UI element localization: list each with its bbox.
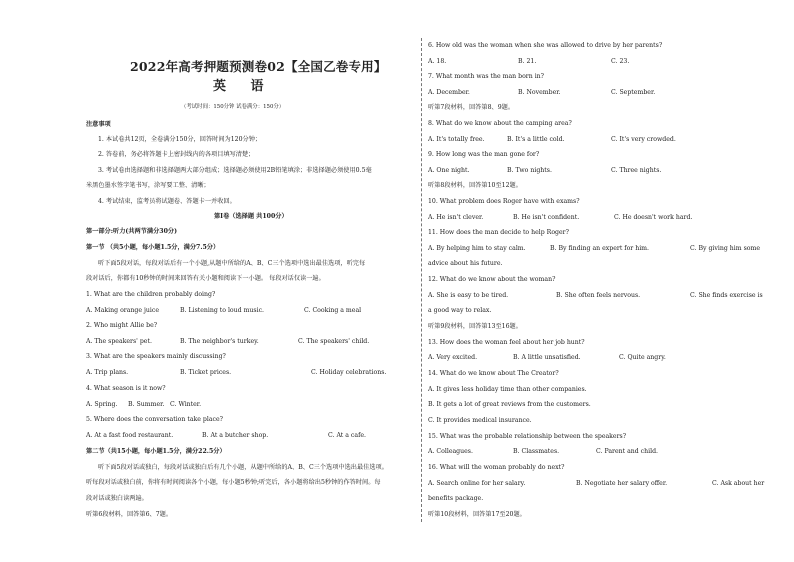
option: C. September. xyxy=(611,89,656,96)
option: C. Quite angry. xyxy=(619,354,666,361)
option: C. It provides medical insurance. xyxy=(428,417,532,424)
material-heading: 听第10段材料，回答第17至20题。 xyxy=(428,511,526,518)
option-continued: benefits package. xyxy=(428,495,484,502)
subject-title: 英 语 xyxy=(213,79,274,94)
exam-time-note: （考试时间：150分钟 试卷满分：150分） xyxy=(181,104,285,110)
question: 7. What month was the man born in? xyxy=(428,73,544,80)
option: A. Making orange juice xyxy=(86,307,160,314)
directions: 段对话后，你都有10秒钟的时间来回答有关小题和阅读下一小题。 每段对话仅读一遍。 xyxy=(86,275,325,282)
option: B. Classmates. xyxy=(513,448,560,455)
question: 13. How does the woman feel about her job hunt? xyxy=(428,339,585,346)
question: 2. Who might Allie be? xyxy=(86,322,158,329)
question: 15. What was the probable relationship between the speakers? xyxy=(428,433,627,440)
option: C. At a cafe. xyxy=(328,432,366,439)
option: A. Spring. xyxy=(86,401,118,408)
question: 8. What do we know about the camping area? xyxy=(428,120,572,127)
option: A. December. xyxy=(428,89,470,96)
option: C. 23. xyxy=(611,58,630,65)
question: 5. Where does the conversation take place? xyxy=(86,416,223,423)
option: B. A little unsatisfied. xyxy=(513,354,581,361)
option: C. Parent and child. xyxy=(596,448,659,455)
question: 12. What do we know about the woman? xyxy=(428,276,556,283)
option: B. November. xyxy=(518,89,561,96)
question: 9. How long was the man gone for? xyxy=(428,151,540,158)
option: A. 18. xyxy=(428,58,447,65)
option: B. Two nights. xyxy=(507,167,552,174)
option: A. It gives less holiday time than other companies. xyxy=(428,386,587,393)
option: A. Trip plans. xyxy=(86,369,129,376)
option: C. Cooking a meal xyxy=(304,307,362,314)
option: B. Listening to loud music. xyxy=(180,307,265,314)
question: 16. What will the woman probably do next? xyxy=(428,464,565,471)
material-heading: 听第6段材料，回答第6、7题。 xyxy=(86,511,173,518)
notice-heading: 注意事项 xyxy=(86,121,111,128)
option: B. Negotiate her salary offer. xyxy=(576,480,668,487)
directions: 听下面5段对话，每段对话后有一个小题,从题中所给的A、B、C三个选项中选出最佳选项，听完每 xyxy=(98,260,366,267)
question: 10. What problem does Roger have with exams? xyxy=(428,198,580,205)
directions: 听下面5段对话或独白，每段对话或独白后有几个小题，从题中所给的A、B、C三个选项中选出最佳选项。 xyxy=(98,464,388,471)
option: B. Summer. xyxy=(128,401,165,408)
option: B. It gets a lot of great reviews from the customers. xyxy=(428,401,591,408)
option: B. The neighbor's turkey. xyxy=(180,338,259,345)
directions: 段对话或独白读两遍。 xyxy=(86,495,148,502)
exam-title: 2022年高考押题预测卷02【全国乙卷专用】 xyxy=(130,59,387,74)
option: A. Colleagues. xyxy=(428,448,473,455)
option: C. Ask about her xyxy=(712,480,765,487)
option: A. By helping him to stay calm. xyxy=(428,245,526,252)
question: 1. What are the children probably doing? xyxy=(86,291,216,298)
option: A. One night. xyxy=(428,167,470,174)
material-heading: 听第9段材料，回答第13至16题。 xyxy=(428,323,522,330)
notice-item: 4. 考试结束，监考员将试题卷、答题卡一并收回。 xyxy=(98,198,236,205)
option-continued: advice about his future. xyxy=(428,260,503,267)
notice-item: 2. 答卷前，务必将答题卡上密封线内的各项目填写清楚； xyxy=(98,151,255,158)
option: A. He isn't clever. xyxy=(428,214,484,221)
option: A. Search online for her salary. xyxy=(428,480,526,487)
option: A. It's totally free. xyxy=(428,136,485,143)
question: 3. What are the speakers mainly discussing? xyxy=(86,353,226,360)
question: 4. What season is it now? xyxy=(86,385,166,392)
question: 6. How old was the woman when she was allowed to drive by her parents? xyxy=(428,42,663,49)
option: B. Ticket prices. xyxy=(180,369,232,376)
option: B. 21. xyxy=(518,58,537,65)
option: C. He doesn't work hard. xyxy=(614,214,693,221)
option: C. The speakers' child. xyxy=(298,338,370,345)
option: A. At a fast food restaurant. xyxy=(86,432,174,439)
option: A. Very excited. xyxy=(428,354,478,361)
option: B. By finding an expert for him. xyxy=(550,245,650,252)
question: 14. What do we know about The Creator? xyxy=(428,370,559,377)
section-heading: 第一节 （共5小题，每小题1.5分，满分7.5分） xyxy=(86,244,220,251)
question: 11. How does the man decide to help Roger? xyxy=(428,229,569,236)
material-heading: 听第8段材料，回答第10至12题。 xyxy=(428,182,522,189)
notice-item: 米黑色墨水签字笔书写，涂写要工整、清晰； xyxy=(86,182,210,189)
option: C. Holiday celebrations. xyxy=(311,369,387,376)
option: B. It's a little cold. xyxy=(507,136,565,143)
option: B. He isn't confident. xyxy=(513,214,580,221)
material-heading: 听第7段材料，回答第8、9题。 xyxy=(428,104,515,111)
part-heading: 第一部分:听力(共两节满分30分) xyxy=(86,228,177,235)
option: C. Winter. xyxy=(170,401,202,408)
option: A. She is easy to be tired. xyxy=(428,292,509,299)
option: B. At a butcher shop. xyxy=(202,432,269,439)
notice-item: 1. 本试卷共12页，全卷满分150分，回答时间为120分钟； xyxy=(98,136,262,143)
column-divider xyxy=(421,38,422,522)
section-heading: 第二节（共15小题，每小题1.5分，满分22.5分） xyxy=(86,448,226,455)
volume-heading: 第I卷（选择题 共100分） xyxy=(214,213,288,220)
option: C. It's very crowded. xyxy=(611,136,676,143)
option-continued: a good way to relax. xyxy=(428,307,492,314)
directions: 听每段对话或独白前，你将有时间阅读各个小题，每小题5秒钟;听完后，各小题将给出5秒钟的作答时间。每 xyxy=(86,479,381,486)
option: A. The speakers' pet. xyxy=(86,338,152,345)
option: B. She often feels nervous. xyxy=(556,292,641,299)
option: C. By giving him some xyxy=(690,245,761,252)
option: C. Three nights. xyxy=(611,167,662,174)
option: C. She finds exercise is xyxy=(690,292,763,299)
notice-item: 3. 考试卷由选择题和非选择题两大部分组成；选择题必须使用2B铅笔填涂；非选择题必须使用0.5毫 xyxy=(98,167,372,174)
